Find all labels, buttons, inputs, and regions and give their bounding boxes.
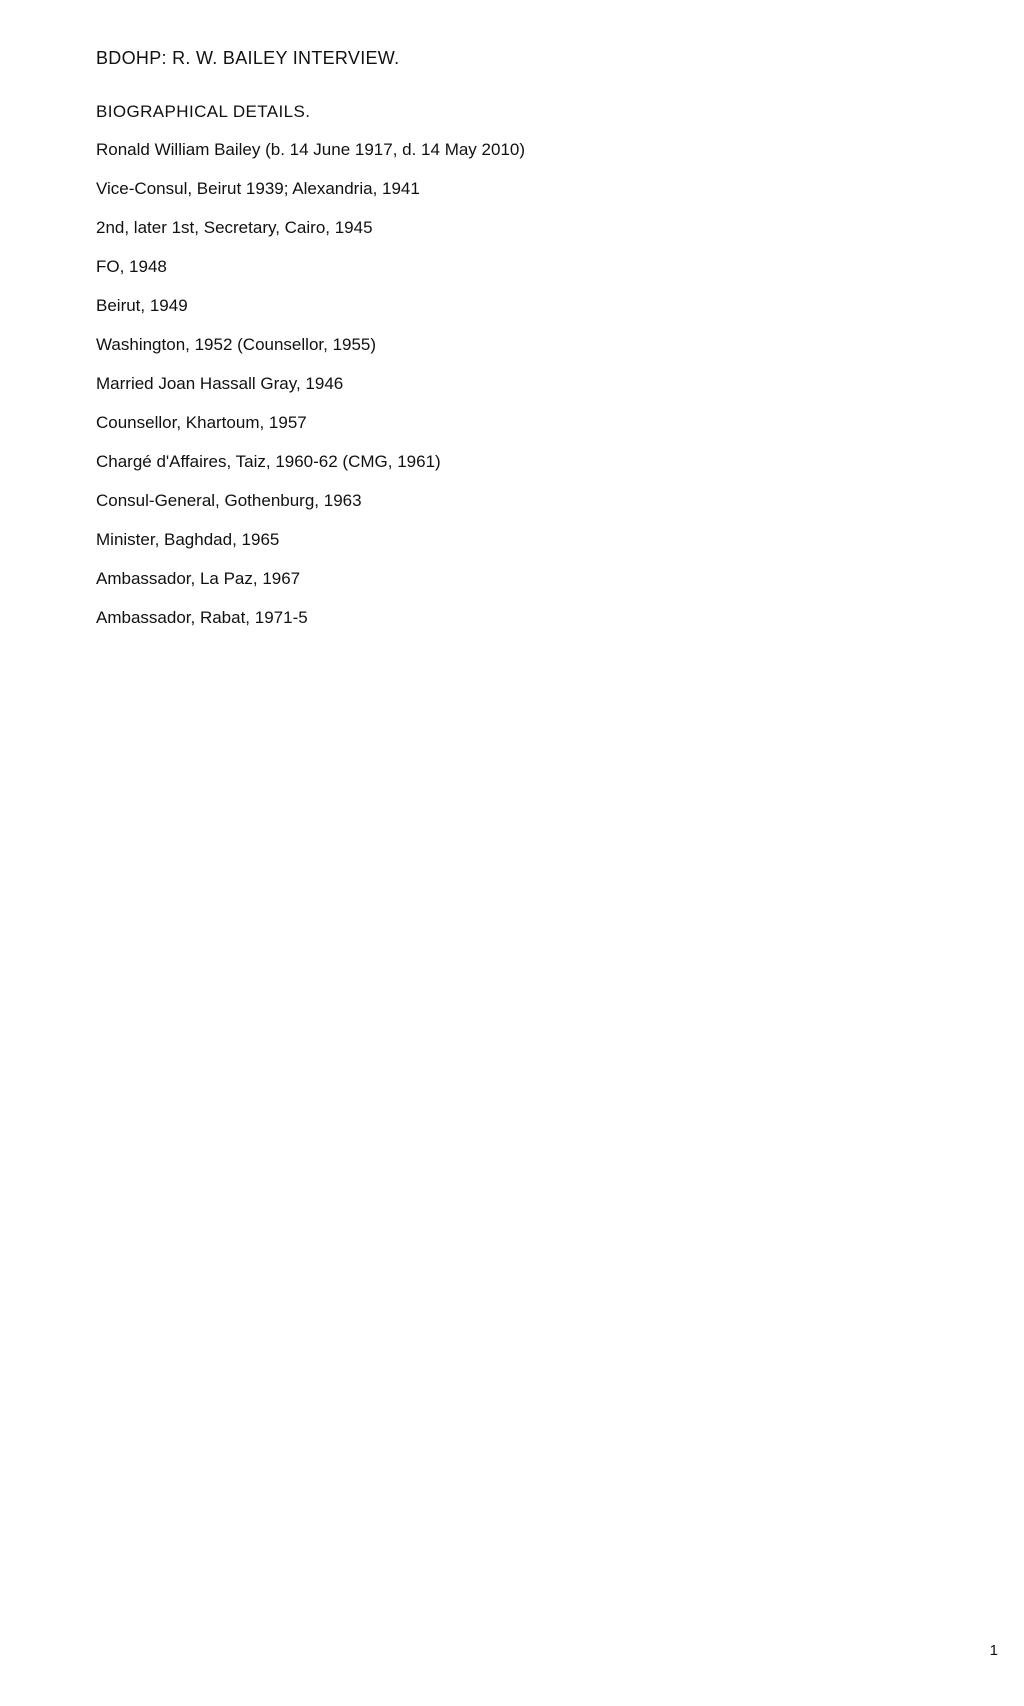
biography-entry: Ambassador, La Paz, 1967 <box>96 569 301 588</box>
biography-entry: Ambassador, Rabat, 1971-5 <box>96 608 308 627</box>
biography-entry: Consul-General, Gothenburg, 1963 <box>96 491 362 510</box>
biography-entry: Ronald William Bailey (b. 14 June 1917, d. 14 May 2010) <box>96 140 526 159</box>
biography-entry: Chargé d'Affaires, Taiz, 1960-62 (CMG, 1961) <box>96 452 441 471</box>
biography-entry: Married Joan Hassall Gray, 1946 <box>96 374 344 393</box>
biography-entry: Washington, 1952 (Counsellor, 1955) <box>96 335 377 354</box>
biography-list <box>96 140 525 628</box>
page-number: 1 <box>989 1642 998 1659</box>
biography-entry: Beirut, 1949 <box>96 296 188 315</box>
section-title: BIOGRAPHICAL DETAILS. <box>96 102 311 121</box>
document-title: BDOHP: R. W. BAILEY INTERVIEW. <box>96 48 400 68</box>
biography-entry: FO, 1948 <box>96 257 167 276</box>
biography-entry: Vice-Consul, Beirut 1939; Alexandria, 1941 <box>96 179 420 198</box>
biography-entry: 2nd, later 1st, Secretary, Cairo, 1945 <box>96 218 373 237</box>
biography-entry: Minister, Baghdad, 1965 <box>96 530 280 549</box>
biography-entry: Counsellor, Khartoum, 1957 <box>96 413 307 432</box>
